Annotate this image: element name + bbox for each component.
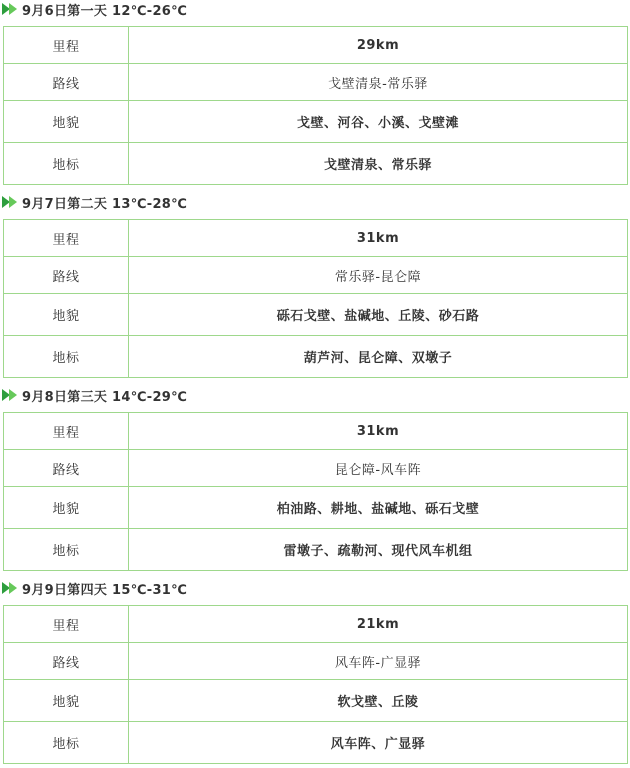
- distance-value: 21km: [129, 606, 628, 643]
- day-title: 9月7日第二天 13℃-28℃: [22, 196, 188, 212]
- terrain-value: 柏油路、耕地、盐碱地、砾石戈壁: [129, 487, 628, 529]
- day-title: 9月8日第三天 14℃-29℃: [22, 389, 188, 405]
- landmark-value: 葫芦河、昆仑障、双墩子: [129, 336, 628, 378]
- day-info-table: [3, 219, 628, 378]
- table-row: [4, 143, 628, 185]
- day-header: [0, 0, 630, 18]
- route-label: 路线: [4, 643, 129, 680]
- terrain-value: 砾石戈壁、盐碱地、丘陵、砂石路: [129, 294, 628, 336]
- double-arrow-icon: [2, 196, 18, 208]
- table-row: [4, 450, 628, 487]
- table-row: [4, 722, 628, 764]
- table-row: [4, 606, 628, 643]
- landmark-label: 地标: [4, 143, 129, 185]
- day-header: [0, 579, 630, 597]
- route-value: 常乐驿-昆仑障: [129, 257, 628, 294]
- terrain-label: 地貌: [4, 101, 129, 143]
- terrain-value: 戈壁、河谷、小溪、戈壁滩: [129, 101, 628, 143]
- route-value: 风车阵-广显驿: [129, 643, 628, 680]
- table-row: [4, 413, 628, 450]
- distance-label: 里程: [4, 220, 129, 257]
- day-header: [0, 193, 630, 211]
- table-row: [4, 101, 628, 143]
- table-row: [4, 294, 628, 336]
- distance-label: 里程: [4, 413, 129, 450]
- table-row: [4, 336, 628, 378]
- table-row: [4, 680, 628, 722]
- table-row: [4, 27, 628, 64]
- terrain-label: 地貌: [4, 487, 129, 529]
- day-title: 9月9日第四天 15℃-31℃: [22, 582, 188, 598]
- day-section: [0, 579, 630, 752]
- landmark-label: 地标: [4, 529, 129, 571]
- table-row: [4, 257, 628, 294]
- table-row: [4, 220, 628, 257]
- route-label: 路线: [4, 64, 129, 101]
- day-info-table: [3, 412, 628, 571]
- day-header: [0, 386, 630, 404]
- table-row: [4, 487, 628, 529]
- double-arrow-icon: [2, 389, 18, 401]
- terrain-label: 地貌: [4, 294, 129, 336]
- route-value: 昆仑障-风车阵: [129, 450, 628, 487]
- day-section: [0, 386, 630, 559]
- table-row: [4, 643, 628, 680]
- landmark-value: 风车阵、广显驿: [129, 722, 628, 764]
- landmark-label: 地标: [4, 336, 129, 378]
- double-arrow-icon: [2, 3, 18, 15]
- day-section: [0, 0, 630, 173]
- distance-label: 里程: [4, 606, 129, 643]
- landmark-value: 戈壁清泉、常乐驿: [129, 143, 628, 185]
- day-section: [0, 193, 630, 366]
- distance-label: 里程: [4, 27, 129, 64]
- day-title: 9月6日第一天 12℃-26℃: [22, 3, 188, 19]
- distance-value: 31km: [129, 413, 628, 450]
- double-arrow-icon: [2, 582, 18, 594]
- terrain-label: 地貌: [4, 680, 129, 722]
- terrain-value: 软戈壁、丘陵: [129, 680, 628, 722]
- distance-value: 29km: [129, 27, 628, 64]
- day-info-table: [3, 26, 628, 185]
- landmark-value: 雷墩子、疏勒河、现代风车机组: [129, 529, 628, 571]
- route-label: 路线: [4, 257, 129, 294]
- table-row: [4, 529, 628, 571]
- table-row: [4, 64, 628, 101]
- distance-value: 31km: [129, 220, 628, 257]
- route-label: 路线: [4, 450, 129, 487]
- route-value: 戈壁清泉-常乐驿: [129, 64, 628, 101]
- landmark-label: 地标: [4, 722, 129, 764]
- day-info-table: [3, 605, 628, 764]
